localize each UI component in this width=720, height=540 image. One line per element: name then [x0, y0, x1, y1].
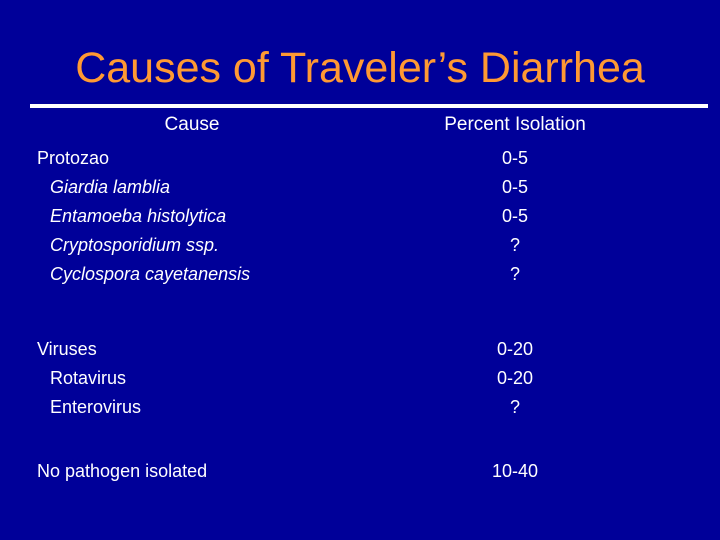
percent-value: 0-5 — [501, 177, 528, 197]
cause-organism: Giardia lamblia — [50, 177, 171, 197]
percent-value: ? — [509, 235, 520, 255]
table-row — [0, 173, 720, 202]
percent-column-header: Percent Isolation — [444, 114, 586, 135]
table-row — [0, 364, 720, 393]
table-row — [0, 202, 720, 231]
cause-organism: Cyclospora cayetanensis — [50, 264, 251, 284]
cause-column-header: Cause — [164, 114, 220, 135]
table-row — [0, 393, 720, 422]
percent-value: 0-20 — [496, 368, 534, 388]
cause-organism: Entamoeba histolytica — [50, 206, 227, 226]
cause-category: No pathogen isolated — [37, 461, 208, 481]
cause-organism: Rotavirus — [50, 368, 127, 388]
table-row — [0, 260, 720, 289]
table-row — [0, 231, 720, 260]
percent-value: 0-5 — [501, 148, 528, 168]
slide-title: Causes of Traveler’s Diarrhea — [75, 44, 645, 92]
percent-value: ? — [509, 397, 520, 417]
percent-value: 10-40 — [491, 461, 539, 481]
cause-category: Viruses — [37, 339, 97, 359]
cause-organism: Cryptosporidium ssp. — [50, 235, 220, 255]
cause-category: Protozao — [37, 148, 110, 168]
table-row — [0, 144, 720, 173]
percent-value: 0-5 — [501, 206, 528, 226]
percent-value: ? — [509, 264, 520, 284]
title-divider — [30, 104, 708, 108]
table-row — [0, 457, 720, 486]
percent-value: 0-20 — [496, 339, 534, 359]
cause-organism: Enterovirus — [50, 397, 142, 417]
table-row — [0, 335, 720, 364]
